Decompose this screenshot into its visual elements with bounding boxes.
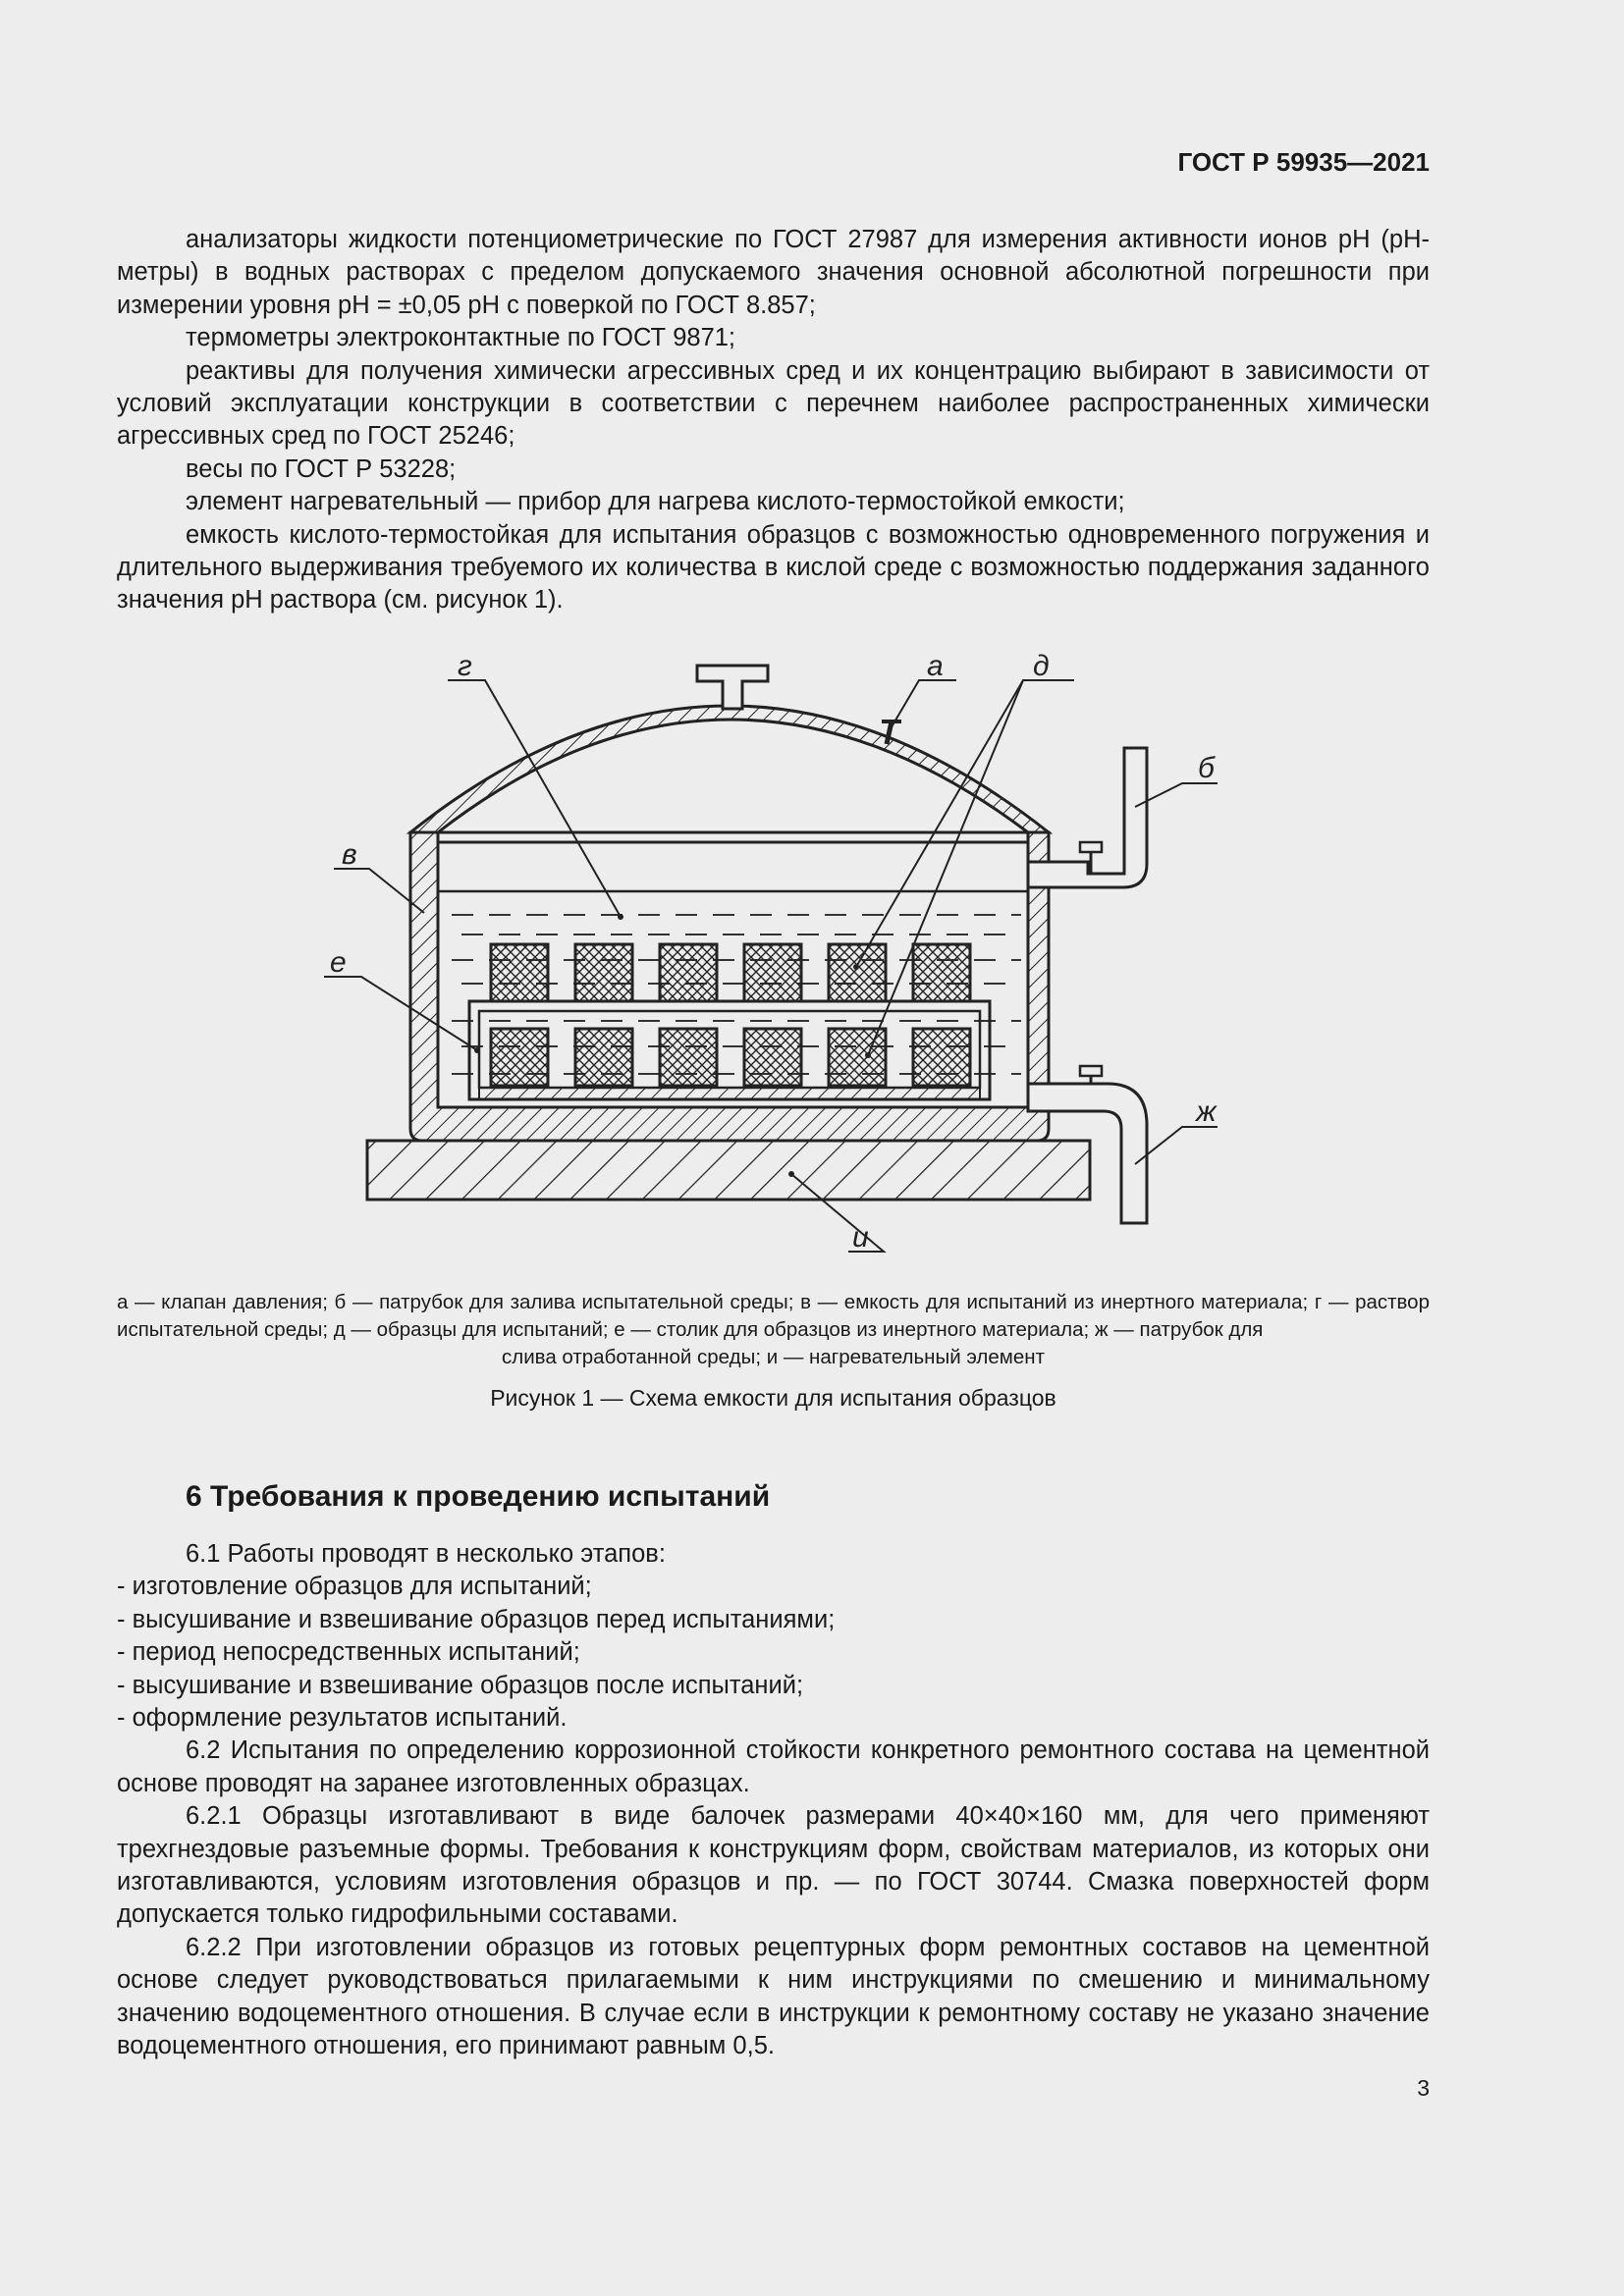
figure-key: [117, 1289, 1430, 1371]
list-item: - оформление результатов испытаний.: [117, 1704, 568, 1733]
paragraph-scales: весы по ГОСТ Р 53228;: [186, 454, 457, 483]
paragraph-6-2: 6.2 Испытания по определению коррозионной стойкости конкретного ремонтного состава на цементной основе проводят на заранее изготовленных образцах.: [117, 1736, 1430, 1797]
paragraph-thermometers: термометры электроконтактные по ГОСТ 9871;: [186, 324, 736, 352]
figure-title: Рисунок 1 — Схема емкости для испытания образцов: [490, 1385, 1056, 1411]
list-item: - высушивание и взвешивание образцов перед испытаниями;: [117, 1605, 836, 1633]
inlet-pipe: [1028, 748, 1147, 887]
label-zh: ж: [1196, 1095, 1217, 1128]
heating-element: [367, 1141, 1090, 1200]
label-a: а: [927, 650, 944, 682]
container-diagram: [0, 633, 1624, 1261]
label-b: б: [1198, 752, 1215, 784]
figure-key-line2: слива отработанной среды; и — нагревательный элемент: [502, 1346, 1045, 1368]
label-d: д: [1033, 650, 1050, 682]
paragraph-container: емкость кислото-термостойкая для испытания образцов с возможностью одновременного погружения и длительного выдерживания требуемого их количества в кислой среде с возможностью поддержания заданного значения pH раствора (см. рисунок 1).: [117, 520, 1430, 614]
figure-key-line1: а — клапан давления; б — патрубок для залива испытательной среды; в — емкость для испытаний из инертного материала; г — раствор испытательной среды; д — образцы для испытаний; е — столик для образцов из инертного материала; ж — патрубок для: [117, 1291, 1430, 1341]
paragraph-heating-element: элемент нагревательный — прибор для нагрева кислото-термостойкой емкости;: [186, 488, 1125, 516]
paragraph-6-2-1: 6.2.1 Образцы изготавливают в виде балочек размерами 40×40×160 мм, для чего применяют трехгнездовые разъемные формы. Требования к конструкциям форм, свойствам материалов, из которых они изготавливаются, условиям изготовления образцов и пр. — по ГОСТ 30744. Смазка поверхностей форм допускается только гидрофильными составами.: [117, 1802, 1430, 1929]
lid-handle: [697, 666, 768, 709]
label-g: г: [458, 650, 472, 682]
item-6-1: 6.1 Работы проводят в несколько этапов:: [186, 1540, 666, 1568]
document-id: ГОСТ Р 59935—2021: [1177, 147, 1430, 177]
paragraph-reagents: реактивы для получения химически агрессивных сред и их концентрацию выбирают в зависимости от условий эксплуатации конструкции в соответствии с перечнем наиболее распространенных химически агрессивных сред по ГОСТ 25246;: [117, 356, 1430, 451]
list-item: - высушивание и взвешивание образцов после испытаний;: [117, 1671, 804, 1699]
section6-text: [117, 1538, 1430, 2063]
list-item: - изготовление образцов для испытаний;: [117, 1573, 592, 1601]
paragraph-ph-meters: анализаторы жидкости потенциометрические по ГОСТ 27987 для измерения активности ионов pH (pH-метры) в водных растворах с пределом допускаемого значения основной абсолютной погрешности при измерении уровня pH = ±0,05 pH с поверкой по ГОСТ 8.857;: [117, 226, 1430, 319]
page-number: 3: [1417, 2075, 1430, 2101]
paragraph-6-2-2: 6.2.2 При изготовлении образцов из готовых рецептурных форм ремонтных составов на цементной основе следует руководствоваться прилагаемыми к ним инструкциями по смешению и минимальному значению водоцементного отношения. В случае если в инструкции к ремонтному составу не указано значение водоцементного отношения, его принимают равным 0,5.: [117, 1933, 1430, 2060]
list-item: - период непосредственных испытаний;: [117, 1638, 580, 1667]
section-heading: 6 Требования к проведению испытаний: [186, 1480, 771, 1513]
vessel-lid: [410, 706, 1049, 832]
label-i: и: [852, 1221, 869, 1254]
label-v: в: [342, 838, 357, 871]
label-e: е: [330, 946, 347, 979]
intro-text: [117, 224, 1430, 617]
